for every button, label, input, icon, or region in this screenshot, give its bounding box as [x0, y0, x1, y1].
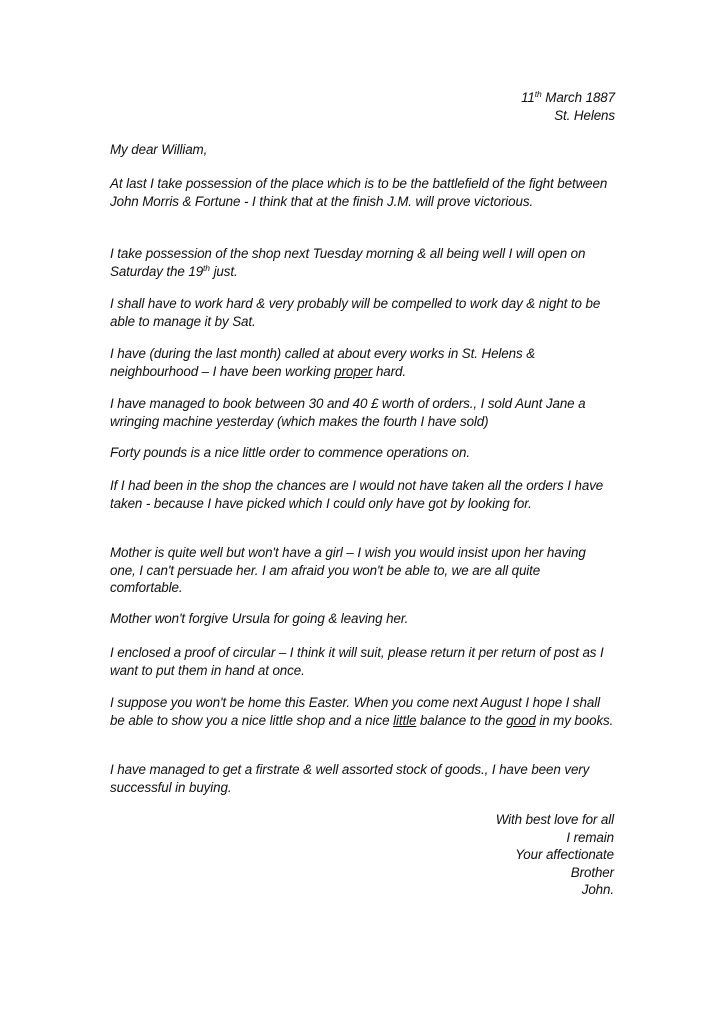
paragraph-12: I have managed to get a firstrate & well assorted stock of goods., I have been very successful in buying.: [110, 762, 590, 795]
salutation: My dear William,: [110, 142, 208, 157]
paragraph-6: Forty pounds is a nice little order to commence operations on.: [110, 445, 470, 460]
paragraph-2: [110, 245, 615, 280]
paragraph-11-middle: balance to the: [419, 712, 503, 728]
closing-line-4: Brother: [570, 864, 614, 880]
paragraph-2-text: I take possession of the shop next Tuesday morning & all being well I will open on Saturday the 19: [110, 246, 586, 279]
closing-line-1: With best love for all: [495, 812, 614, 827]
paragraph-1: At last I take possession of the place which is to be the battlefield of the fight between John Morris & Fortune - I think that at the finish J.M. will prove victorious.: [110, 176, 608, 209]
paragraph-11-text: I suppose you won't be home this Easter. When you come next August I hope I shall be able to show you a nice little shop and a nice: [110, 695, 600, 728]
date-month-year: March 1887: [545, 90, 615, 105]
letter-date: [521, 89, 615, 107]
date-day: 11: [521, 90, 535, 105]
paragraph-8: Mother is quite well but won't have a girl – I wish you would insist upon her having one, I can't persuade her. I am afraid you won't be able to, we are all quite comfortable.: [110, 545, 586, 595]
paragraph-2-end: just.: [213, 263, 238, 279]
closing-line-2: I remain: [566, 829, 614, 845]
paragraph-7: If I had been in the shop the chances are I would not have taken all the orders I have taken - because I have picked which I could only have got by looking for.: [110, 478, 604, 511]
paragraph-4: [110, 345, 615, 380]
paragraph-2-superscript: th: [203, 262, 210, 273]
letter-place: St. Helens: [554, 107, 615, 123]
paragraph-9: Mother won't forgive Ursula for going & leaving her.: [110, 611, 409, 626]
underlined-word-little: little: [393, 712, 417, 728]
date-suffix: th: [534, 89, 542, 99]
paragraph-11-end: in my books.: [539, 712, 614, 728]
signature-name: John.: [581, 882, 614, 897]
paragraph-5: I have managed to book between 30 and 40 £ worth of orders., I sold Aunt Jane a wringing machine yesterday (which makes the fourth I have sold): [110, 396, 586, 429]
closing-line-3: Your affectionate: [515, 847, 614, 862]
underlined-word-proper: proper: [334, 363, 373, 379]
paragraph-3: I shall have to work hard & very probably will be compelled to work day & night to be able to manage it by Sat.: [110, 296, 601, 329]
paragraph-11: [110, 694, 615, 729]
paragraph-10: I enclosed a proof of circular – I think it will suit, please return it per return of post as I want to put them in hand at once.: [110, 645, 604, 678]
paragraph-4-text: I have (during the last month) called at about every works in St. Helens & neighbourhood – I have been working: [110, 346, 536, 379]
letter-closing: [496, 811, 614, 899]
letter-header: [521, 89, 615, 124]
paragraph-4-end: hard.: [375, 363, 406, 379]
underlined-word-good: good: [506, 712, 536, 728]
